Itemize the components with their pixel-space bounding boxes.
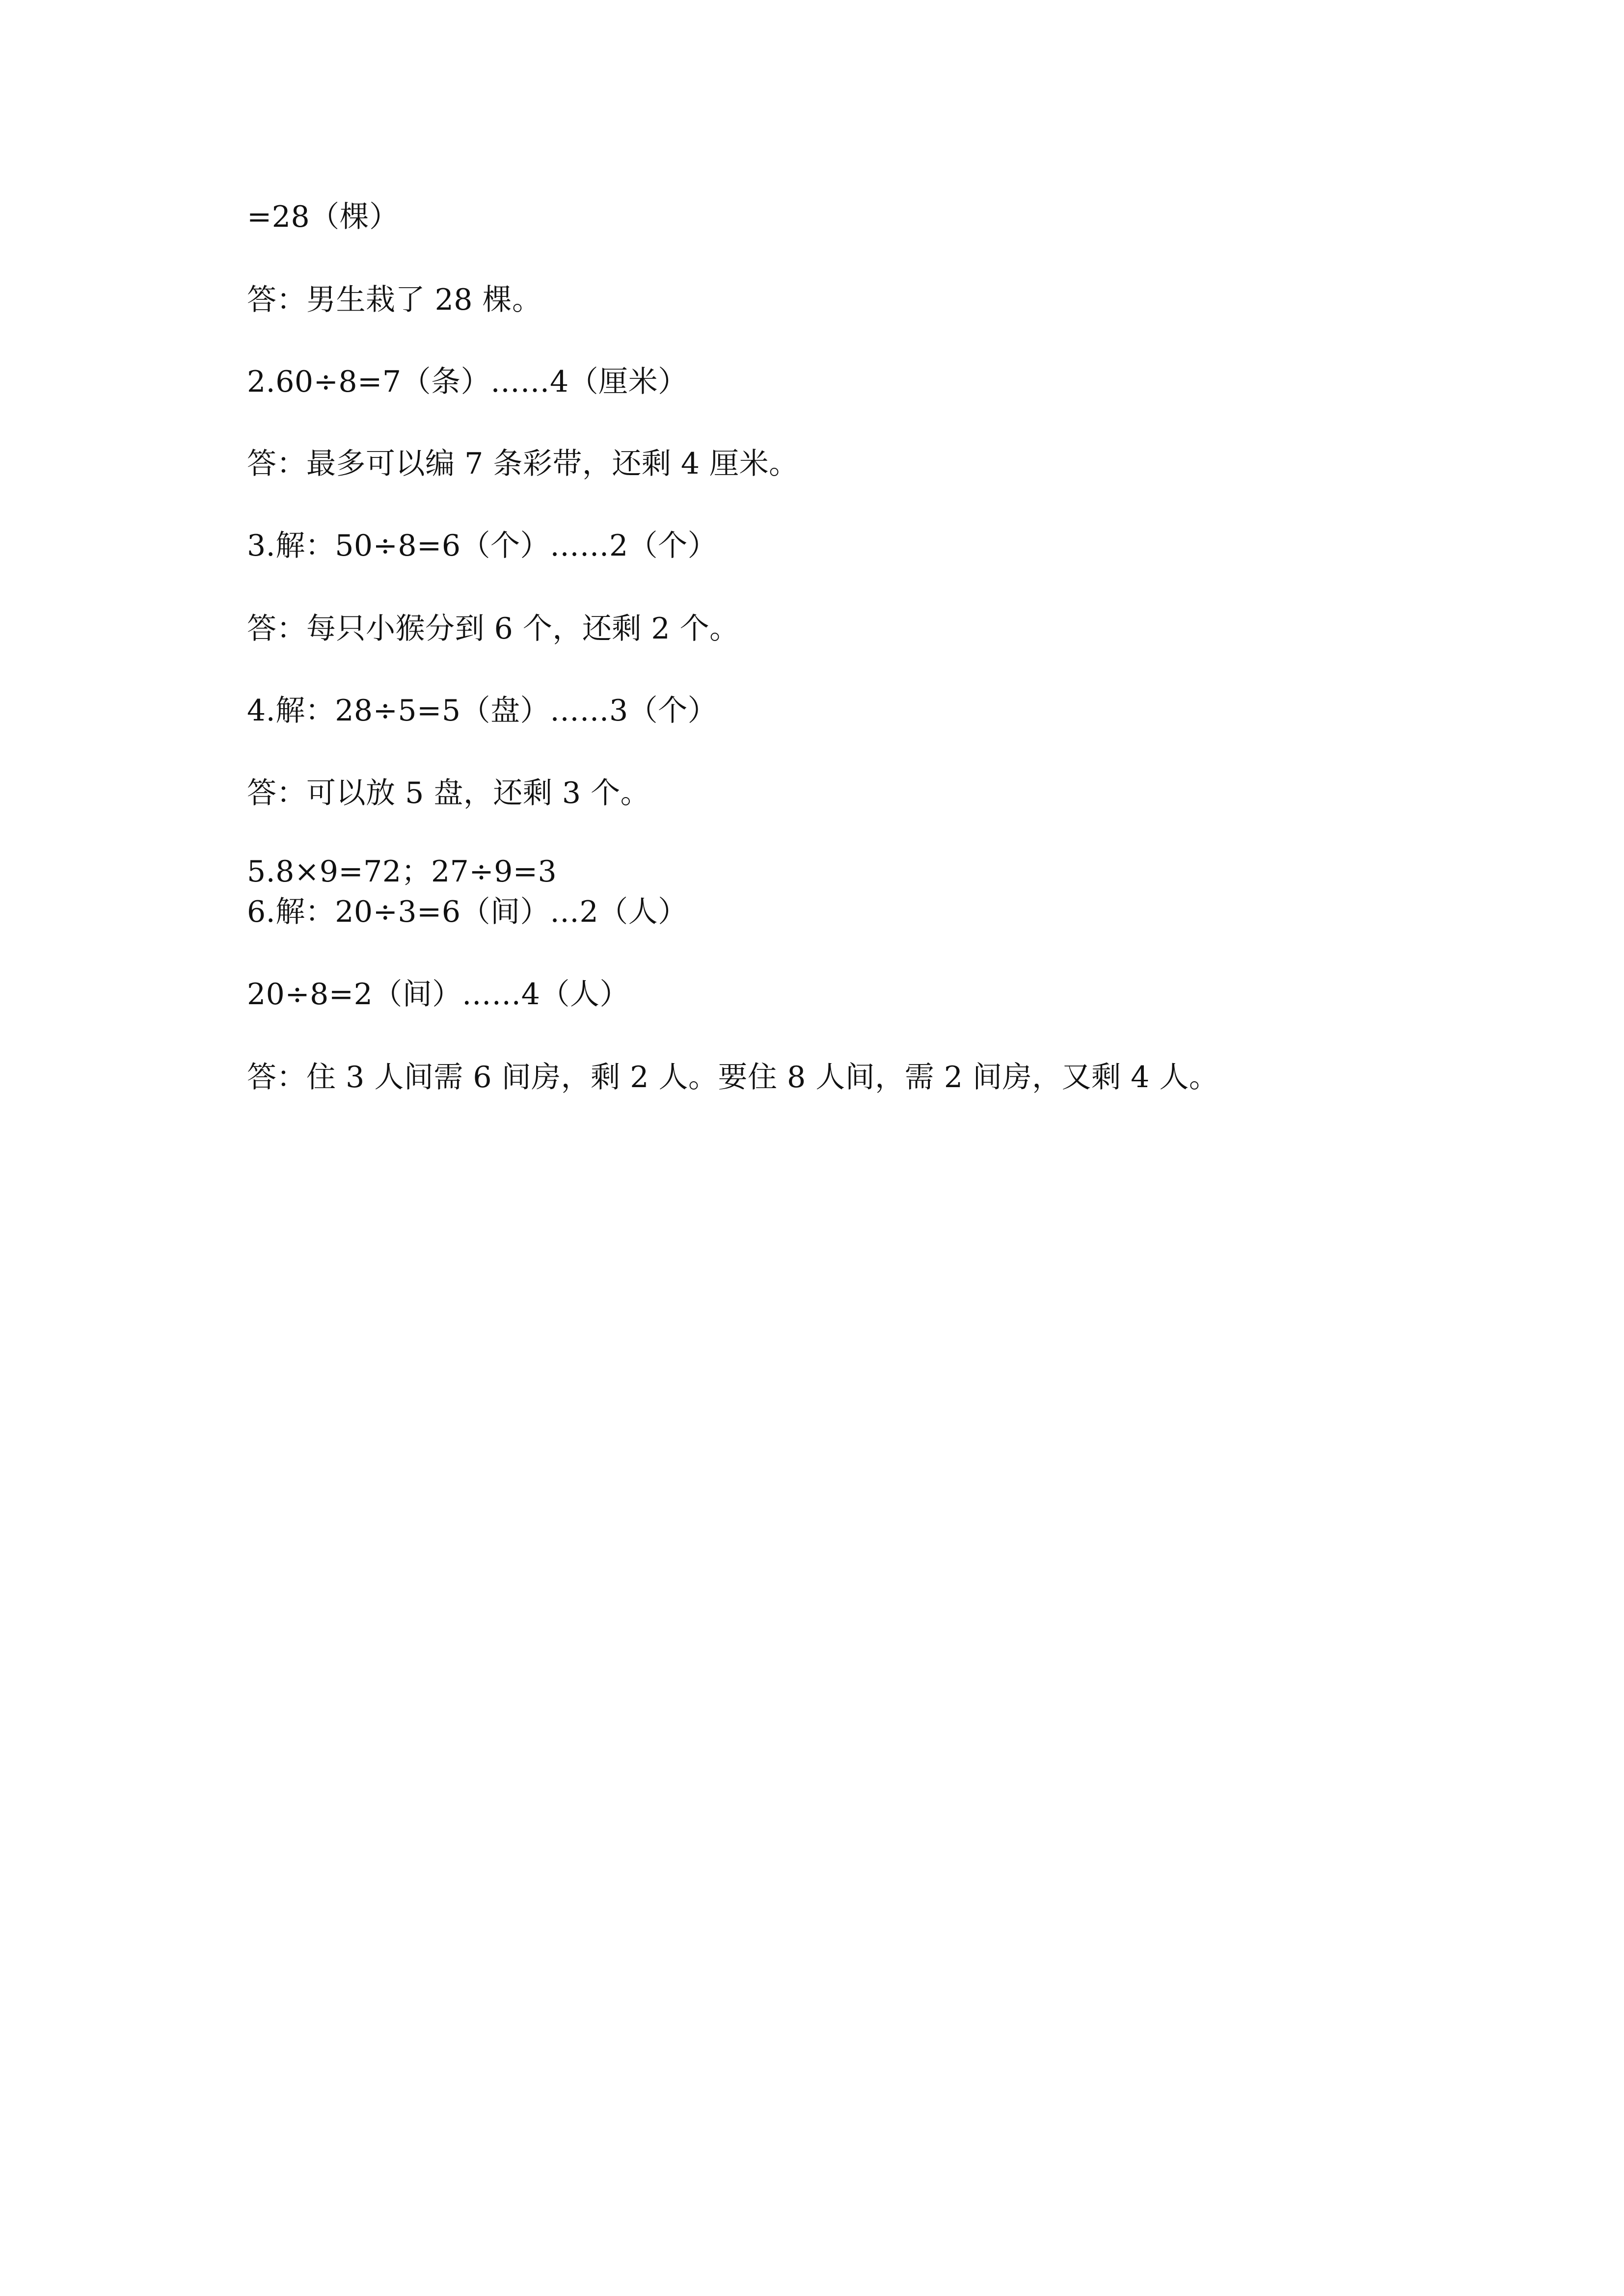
answer-line-3-calc: 3.解：50÷8=6（个）……2（个）	[247, 529, 718, 563]
answer-line-2-calc: 2.60÷8=7（条）……4（厘米）	[247, 365, 688, 399]
answer-line-3-reply: 答：每只小猴分到 6 个，还剩 2 个。	[247, 612, 739, 646]
answer-line-6-reply: 答：住 3 人间需 6 间房，剩 2 人。要住 8 人间，需 2 间房，又剩 4 人。	[247, 1060, 1219, 1095]
answer-line-6-calc: 6.解：20÷3=6（间）…2（人）	[247, 895, 688, 929]
answer-line-1-reply: 答：男生栽了 28 棵。	[247, 283, 542, 317]
answer-line-4-reply: 答：可以放 5 盘，还剩 3 个。	[247, 776, 650, 810]
answer-line-4-calc: 4.解：28÷5=5（盘）……3（个）	[247, 694, 718, 728]
answer-line-5-calc: 5.8×9=72；27÷9=3	[247, 854, 557, 889]
answer-line-1-calc: =28（棵）	[247, 200, 399, 234]
answer-line-2-reply: 答：最多可以编 7 条彩带，还剩 4 厘米。	[247, 447, 799, 481]
answer-line-6-calc-2: 20÷8=2（间）……4（人）	[247, 977, 629, 1012]
